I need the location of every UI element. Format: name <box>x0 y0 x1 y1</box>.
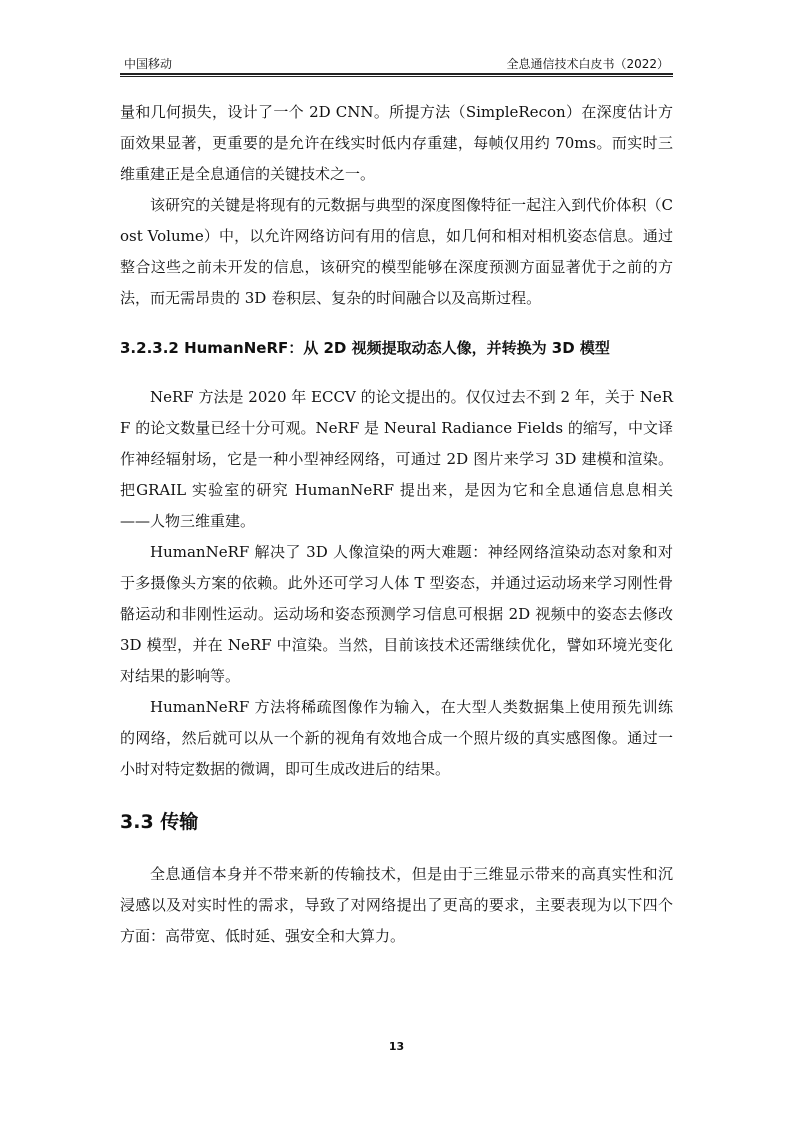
page-header <box>120 55 673 73</box>
body-paragraph: HumanNeRF 解决了 3D 人像渲染的两大难题：神经网络渲染动态对象和对于多摄像头方案的依赖。此外还可学习人体 T 型姿态，并通过运动场来学习刚性骨骼运动和非刚性运动。运动场和姿态预测学习信息可根据 2D 视频中的姿态去修改 3D 模型，并在 NeRF 中渲染。当然，目前该技术还需继续优化，譬如环境光变化对结果的影响等。 <box>120 543 673 685</box>
page-number: 13 <box>388 1040 405 1053</box>
page-body <box>120 97 673 952</box>
section-heading-33: 3.3 传输 <box>120 811 199 833</box>
header-organization: 中国移动 <box>124 57 173 71</box>
header-divider <box>120 73 673 77</box>
body-paragraph: 量和几何损失，设计了一个 2D CNN。所提方法（SimpleRecon）在深度估计方面效果显著，更重要的是允许在线实时低内存重建，每帧仅用约 70ms。而实时三维重建正是全息通信的关键技术之一。 <box>120 103 673 183</box>
body-paragraph: NeRF 方法是 2020 年 ECCV 的论文提出的。仅仅过去不到 2 年，关于 NeRF 的论文数量已经十分可观。NeRF 是 Neural Radiance Fields 的缩写，中文译作神经辐射场，它是一种小型神经网络，可通过 2D 图片来学习 3D 建模和渲染。把GRAIL 实验室的研究 HumanNeRF 提出来，是因为它和全息通信息息相关——人物三维重建。 <box>120 388 673 530</box>
section-heading-3232: 3.2.3.2 HumanNeRF：从 2D 视频提取动态人像，并转换为 3D 模型 <box>120 339 610 357</box>
body-paragraph: 全息通信本身并不带来新的传输技术，但是由于三维显示带来的高真实性和沉浸感以及对实时性的需求，导致了对网络提出了更高的要求，主要表现为以下四个方面：高带宽、低时延、强安全和大算力。 <box>120 865 673 945</box>
body-paragraph: 该研究的关键是将现有的元数据与典型的深度图像特征一起注入到代价体积（Cost Volume）中，以允许网络访问有用的信息，如几何和相对相机姿态信息。通过整合这些之前未开发的信息，该研究的模型能够在深度预测方面显著优于之前的方法，而无需昂贵的 3D 卷积层、复杂的时间融合以及高斯过程。 <box>120 196 673 307</box>
body-paragraph: HumanNeRF 方法将稀疏图像作为输入，在大型人类数据集上使用预先训练的网络，然后就可以从一个新的视角有效地合成一个照片级的真实感图像。通过一小时对特定数据的微调，即可生成改进后的结果。 <box>120 698 673 778</box>
header-document-title: 全息通信技术白皮书（2022） <box>506 57 669 71</box>
